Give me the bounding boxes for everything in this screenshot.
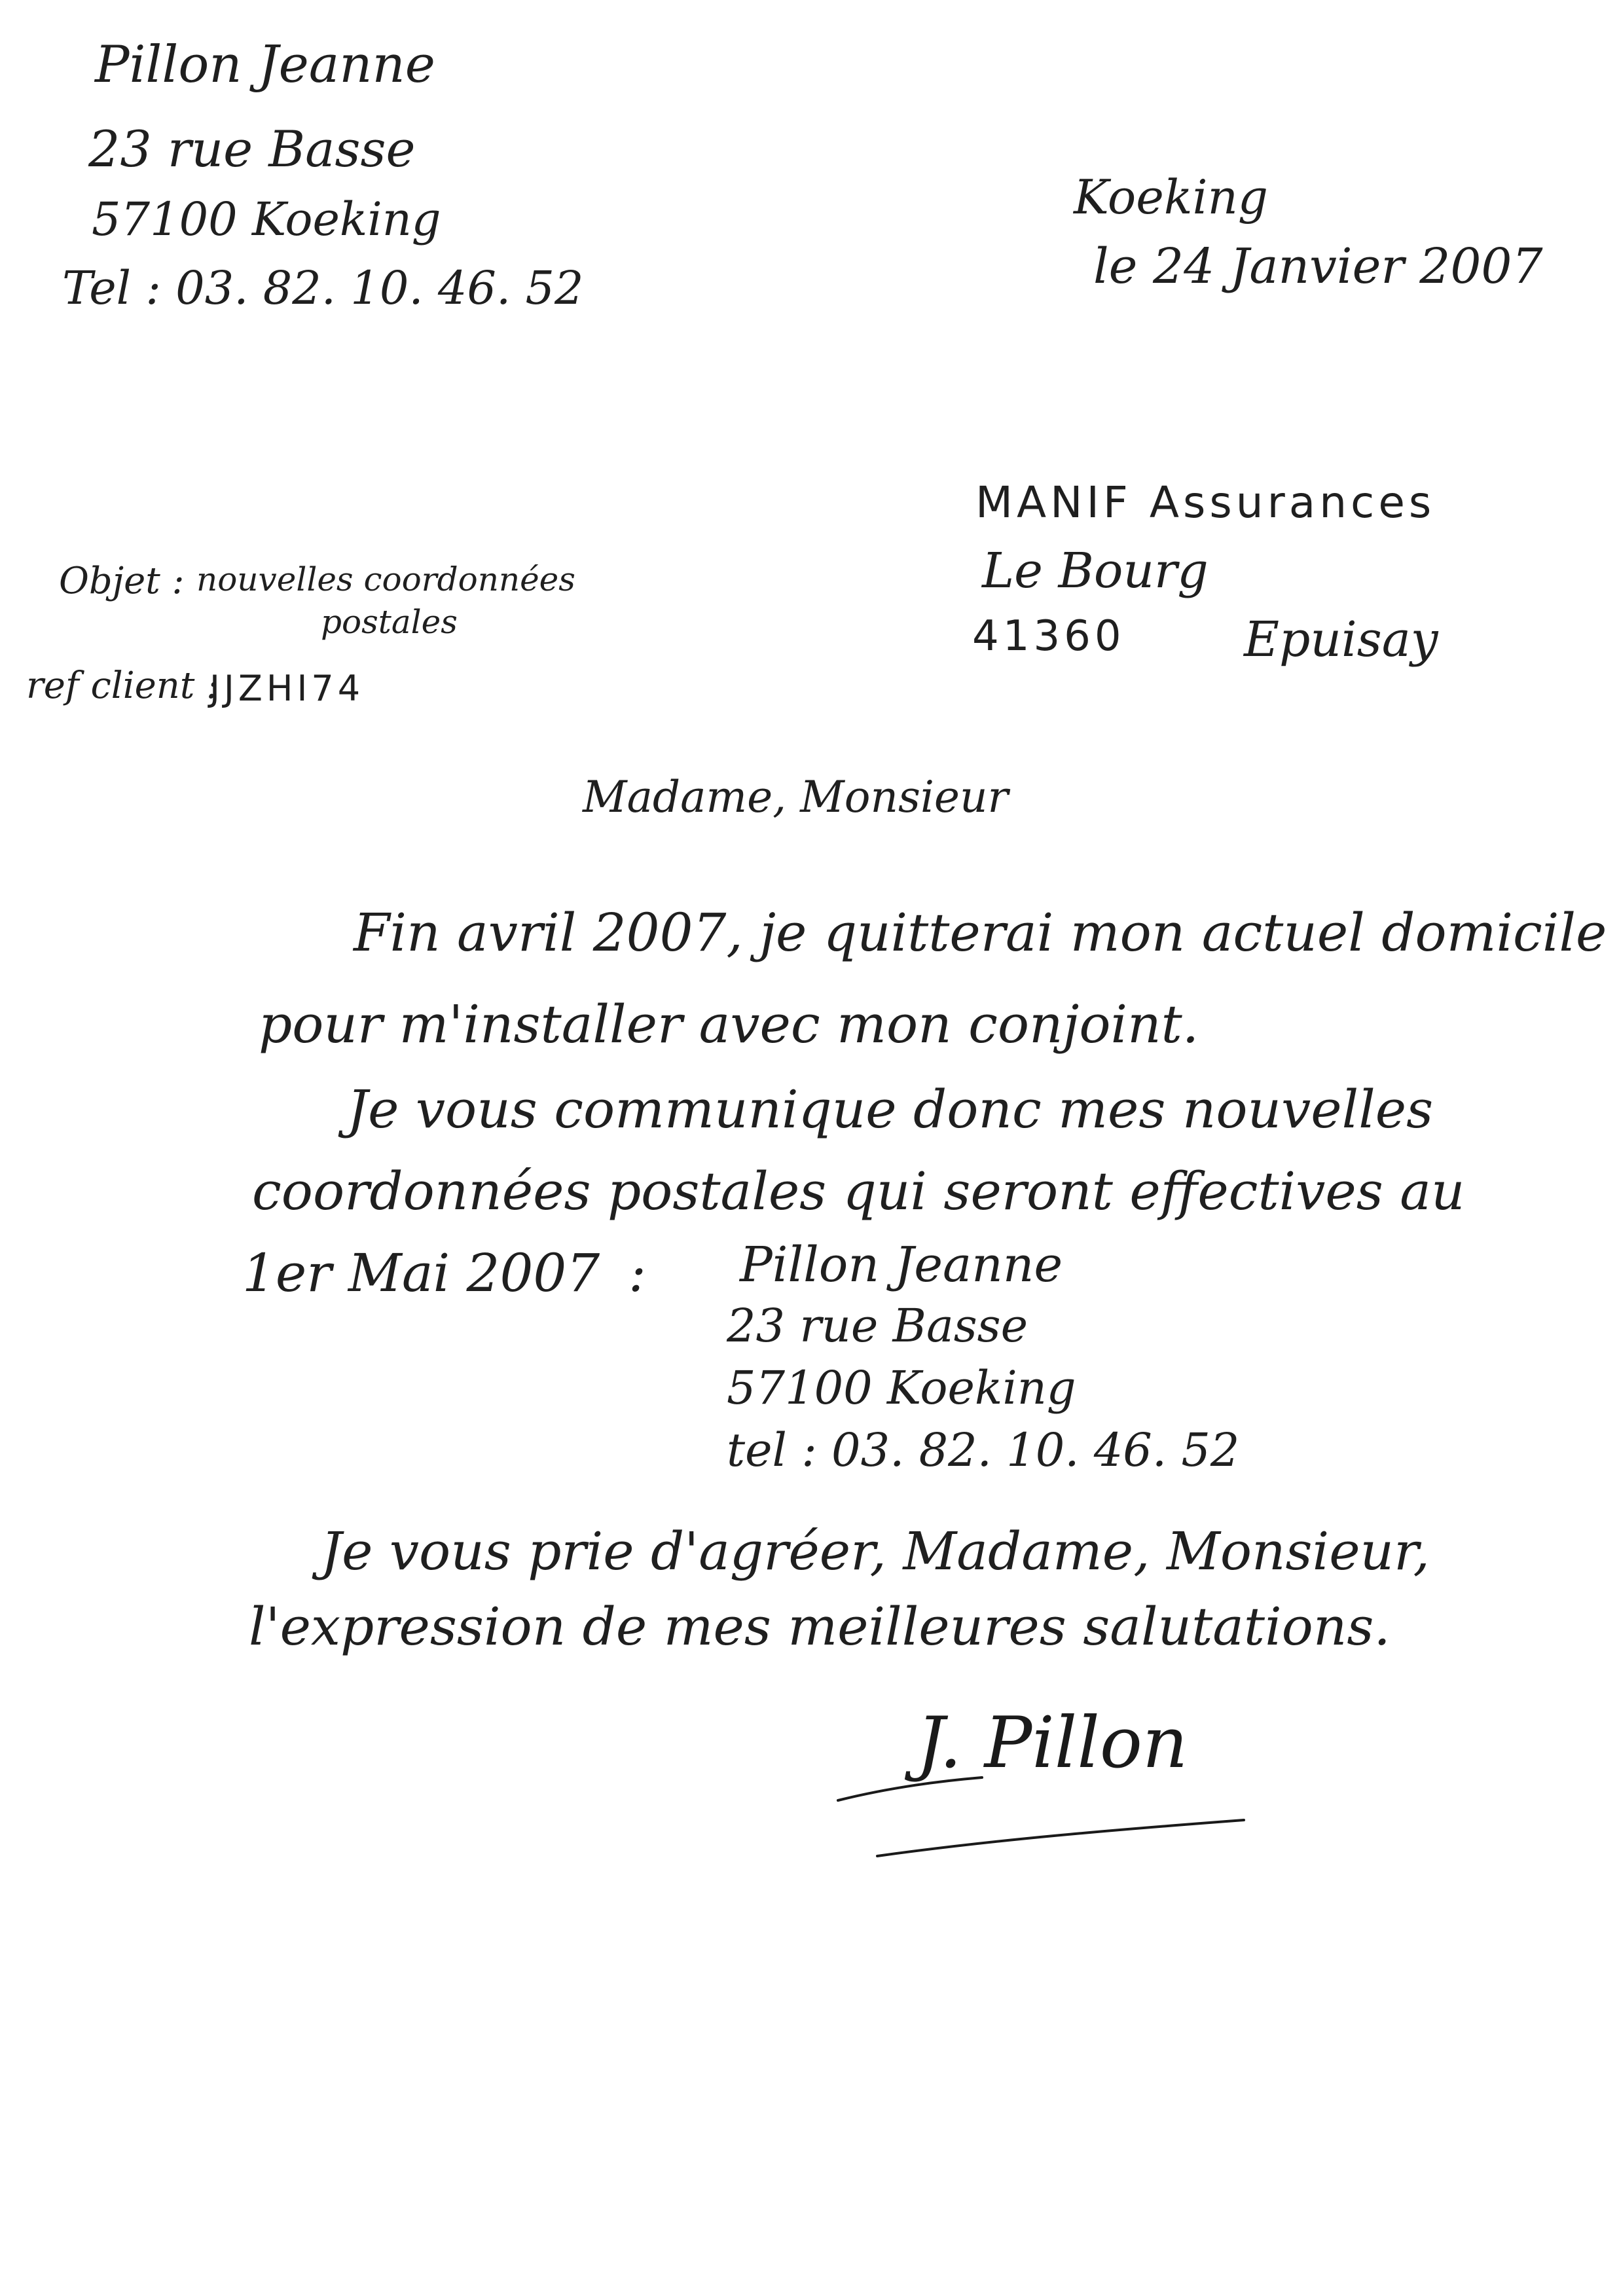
reference-value: JJZHI74 bbox=[209, 668, 365, 709]
body-line: pour m'installer avec mon conjoint. bbox=[259, 994, 1199, 1055]
new-address-street: 23 rue Basse bbox=[727, 1299, 1028, 1353]
effective-date: 1er Mai 2007 bbox=[242, 1243, 600, 1303]
subject-label: Objet : bbox=[59, 560, 185, 602]
signature bbox=[831, 1689, 1257, 1886]
sender-name: Pillon Jeanne bbox=[95, 35, 435, 94]
new-address-city: 57100 Koeking bbox=[727, 1361, 1076, 1415]
recipient-zip: 41360 bbox=[972, 612, 1125, 661]
closing-line: l'expression de mes meilleures salutations. bbox=[249, 1596, 1391, 1657]
new-address-phone: tel : 03. 82. 10. 46. 52 bbox=[727, 1423, 1240, 1477]
sender-street: 23 rue Basse bbox=[88, 120, 416, 178]
closing-line: Je vous prie d'agréer, Madame, Monsieur, bbox=[321, 1521, 1430, 1582]
body-line: Je vous communique donc mes nouvelles bbox=[347, 1079, 1434, 1140]
reference-label: ref client : bbox=[26, 665, 219, 707]
recipient-name: MANIF Assurances bbox=[975, 477, 1436, 528]
recipient-line2: Le Bourg bbox=[982, 543, 1209, 599]
sender-city: 57100 Koeking bbox=[92, 192, 441, 246]
letter-place: Koeking bbox=[1074, 170, 1268, 225]
signature-flourish bbox=[831, 1689, 1257, 1886]
letter-date: le 24 Janvier 2007 bbox=[1093, 238, 1543, 295]
body-line: Fin avril 2007, je quitterai mon actuel domicile bbox=[354, 902, 1607, 963]
subject-text: nouvelles coordonnées bbox=[196, 560, 575, 598]
sender-phone: Tel : 03. 82. 10. 46. 52 bbox=[62, 261, 584, 315]
salutation: Madame, Monsieur bbox=[583, 772, 1009, 822]
recipient-town: Epuisay bbox=[1244, 611, 1438, 668]
colon: : bbox=[628, 1243, 646, 1303]
subject-text-continued: postales bbox=[321, 603, 458, 641]
new-address-name: Pillon Jeanne bbox=[740, 1237, 1063, 1293]
signature-text: J. Pillon bbox=[917, 1702, 1188, 1784]
body-line: coordonnées postales qui seront effectives au bbox=[252, 1161, 1465, 1222]
